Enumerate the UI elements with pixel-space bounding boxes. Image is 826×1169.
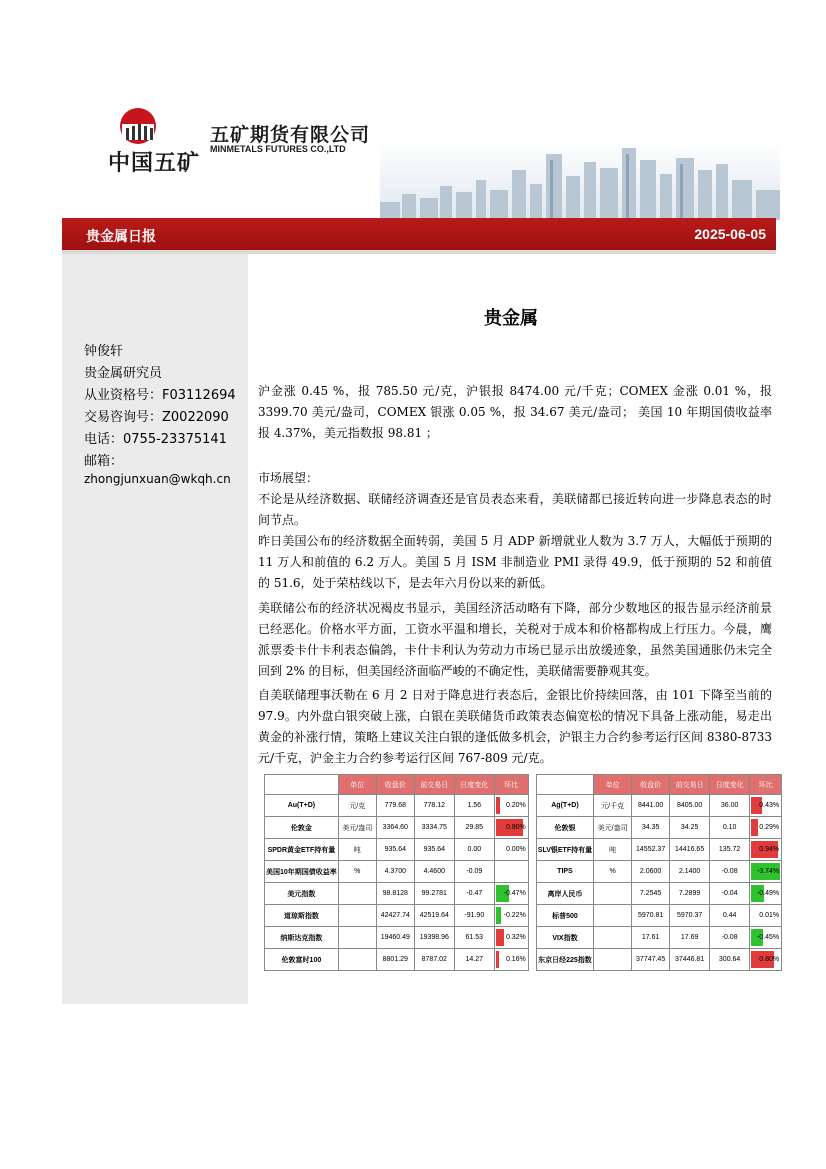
prev-close-cell: 8787.02	[414, 949, 454, 971]
header-cell: 单位	[594, 775, 632, 795]
daily-change-cell: -0.09	[454, 861, 494, 883]
outlook-paragraph-2: 昨日美国公布的经济数据全面转弱，美国 5 月 ADP 新增就业人数为 3.7 万人，大幅低于预期的 11 万人和前值的 6.2 万人。美国 5 月 ISM 非制造业 PMI 录得 49.9，低于预期的 52 和前值的 51.6，处于荣枯线以下，是去年六月份以来的新低。	[258, 534, 772, 590]
pct-change-value: 0.29%	[759, 824, 780, 831]
table-row	[265, 839, 782, 861]
daily-change-cell: 0.00	[454, 839, 494, 861]
outlook-paragraph-4: 自美联储理事沃勒在 6 月 2 日对于降息进行表态后，金银比价持续回落，由 101 下降至当前的 97.9。内外盘白银突破上涨，白银在美联储货币政策表态偏宽松的情况下具备上涨动能，易走出黄金的补涨行情，策略上建议关注白银的逢低做多机会，沪银主力合约参考运行区间 8380-8733 元/千克，沪金主力合约参考运行区间 767-809 元/克。	[258, 688, 772, 765]
pct-change-cell	[494, 883, 528, 905]
pct-change-value: 0.16%	[505, 956, 526, 963]
header-cell: 日度变化	[454, 775, 494, 795]
unit-cell: 美元/盎司	[594, 817, 632, 839]
pct-change-cell	[494, 927, 528, 949]
table-gap-cell	[528, 883, 536, 905]
instrument-name: Ag(T+D)	[536, 795, 593, 817]
table-row	[265, 817, 782, 839]
outlook-paragraph-1: 不论是从经济数据、联储经济调查还是官员表态来看，美联储都已接近转向进一步降息表态的时间节点。	[258, 492, 772, 527]
analyst-phone: 电话：0755-23375141	[84, 432, 227, 447]
report-date: 2025-06-05	[694, 226, 766, 242]
table-header-row	[265, 775, 782, 795]
logo-text: 中国五矿	[108, 151, 201, 176]
instrument-name: SPDR黄金ETF持有量	[265, 839, 339, 861]
unit-cell	[338, 905, 376, 927]
outlook-label: 市场展望：	[258, 471, 319, 485]
market-summary: 沪金涨 0.45 %，报 785.50 元/克，沪银报 8474.00 元/千克；COMEX 金涨 0.01 %，报 3399.70 美元/盎司，COMEX 银涨 0.05 %，报 34.67 美元/盎司； 美国 10 年期国债收益率报 4.37%，美元指数报 98.81 ；	[258, 384, 772, 440]
instrument-name: 伦敦富时100	[265, 949, 339, 971]
header-cell: 收盘价	[632, 775, 670, 795]
section-title: 贵金属	[484, 308, 538, 329]
title-banner	[62, 218, 776, 250]
daily-change-cell: 14.27	[454, 949, 494, 971]
report-title: 贵金属日报	[86, 229, 156, 245]
analyst-consult-id: 交易咨询号：Z0022090	[84, 410, 229, 425]
close-cell: 19460.49	[376, 927, 414, 949]
header-blank-cell	[265, 775, 339, 795]
pct-change-cell	[494, 905, 528, 927]
pct-change-value: 0.43%	[759, 802, 780, 809]
close-cell: 14552.37	[632, 839, 670, 861]
prev-close-cell: 3334.75	[414, 817, 454, 839]
table-row	[265, 949, 782, 971]
instrument-name: 美国10年期国债收益率	[265, 861, 339, 883]
pct-change-bar	[496, 907, 501, 924]
pct-change-cell	[750, 883, 782, 905]
close-cell: 935.64	[376, 839, 414, 861]
prev-close-cell: 34.25	[670, 817, 710, 839]
close-cell: 7.2545	[632, 883, 670, 905]
prev-close-cell: 17.69	[670, 927, 710, 949]
header-cell: 前交易日	[670, 775, 710, 795]
header-cell: 前交易日	[414, 775, 454, 795]
instrument-name: 离岸人民币	[536, 883, 593, 905]
analyst-sidebar	[62, 254, 248, 1004]
header-cell: 收盘价	[376, 775, 414, 795]
header-cell: 环比	[750, 775, 782, 795]
pct-change-cell	[750, 861, 782, 883]
close-cell: 17.61	[632, 927, 670, 949]
pct-change-bar	[496, 929, 505, 946]
pct-change-cell	[750, 905, 782, 927]
daily-change-cell: 29.85	[454, 817, 494, 839]
close-cell: 779.68	[376, 795, 414, 817]
unit-cell	[338, 949, 376, 971]
header-cell: 日度变化	[710, 775, 750, 795]
unit-cell	[338, 883, 376, 905]
header-gap-cell	[528, 775, 536, 795]
close-cell: 2.0600	[632, 861, 670, 883]
pct-change-value: -3.74%	[756, 868, 780, 875]
close-cell: 3364.60	[376, 817, 414, 839]
close-cell: 5970.81	[632, 905, 670, 927]
pct-change-value: -0.49%	[756, 890, 780, 897]
pct-change-bar	[496, 797, 501, 814]
pct-change-value: -0.45%	[756, 934, 780, 941]
daily-change-cell: 36.00	[710, 795, 750, 817]
unit-cell: 吨	[338, 839, 376, 861]
instrument-name: Au(T+D)	[265, 795, 339, 817]
pct-change-value: 0.00%	[505, 846, 526, 853]
pct-change-cell	[750, 839, 782, 861]
pct-change-value: 0.20%	[505, 802, 526, 809]
daily-change-cell: -0.47	[454, 883, 494, 905]
report-header	[0, 0, 826, 220]
instrument-name: SLV银ETF持有量	[536, 839, 593, 861]
outlook-paragraph-3: 美联储公布的经济状况褐皮书显示，美国经济活动略有下降，部分少数地区的报告显示经济前景已经恶化。价格水平方面，工资水平温和增长，关税对于成本和价格都构成上行压力。今晨，鹰派票委卡什卡利表态偏鸽，卡什卡利认为劳动力市场已显示出放缓迹象，虽然美国通胀仍未完全回到 2% 的目标，但美国经济面临严峻的不确定性，美联储需要静观其变。	[258, 601, 772, 678]
pct-change-bar	[496, 951, 499, 968]
close-cell: 42427.74	[376, 905, 414, 927]
analyst-role: 贵金属研究员	[84, 366, 163, 381]
analyst-name: 钟俊轩	[84, 344, 124, 359]
table-row	[265, 795, 782, 817]
minmetals-logo-icon	[104, 104, 172, 148]
pct-change-cell	[494, 817, 528, 839]
unit-cell: 吨	[594, 839, 632, 861]
daily-change-cell: 300.64	[710, 949, 750, 971]
unit-cell: %	[338, 861, 376, 883]
daily-change-cell: -0.04	[710, 883, 750, 905]
daily-change-cell: 0.44	[710, 905, 750, 927]
table-row	[265, 883, 782, 905]
pct-change-cell	[494, 861, 528, 883]
table-row	[265, 861, 782, 883]
table-gap-cell	[528, 905, 536, 927]
table-gap-cell	[528, 839, 536, 861]
pct-change-value: -0.47%	[503, 890, 526, 897]
unit-cell	[594, 905, 632, 927]
prev-close-cell: 935.64	[414, 839, 454, 861]
prev-close-cell: 14416.65	[670, 839, 710, 861]
instrument-name: 伦敦银	[536, 817, 593, 839]
pct-change-cell	[494, 949, 528, 971]
table-gap-cell	[528, 795, 536, 817]
unit-cell: 美元/盎司	[338, 817, 376, 839]
close-cell: 98.8128	[376, 883, 414, 905]
close-cell: 8801.29	[376, 949, 414, 971]
unit-cell	[594, 949, 632, 971]
pct-change-value: 0.32%	[505, 934, 526, 941]
daily-change-cell: -91.90	[454, 905, 494, 927]
pct-change-bar	[751, 819, 758, 836]
company-name-cn: 五矿期货有限公司	[210, 124, 371, 146]
prev-close-cell: 42519.64	[414, 905, 454, 927]
prev-close-cell: 8405.00	[670, 795, 710, 817]
table-gap-cell	[528, 927, 536, 949]
table-gap-cell	[528, 949, 536, 971]
pct-change-cell	[494, 839, 528, 861]
instrument-name: TIPS	[536, 861, 593, 883]
header-cell: 环比	[494, 775, 528, 795]
close-cell: 8441.00	[632, 795, 670, 817]
prev-close-cell: 99.2781	[414, 883, 454, 905]
unit-cell: 元/千克	[594, 795, 632, 817]
close-cell: 4.3700	[376, 861, 414, 883]
pct-change-cell	[750, 927, 782, 949]
daily-change-cell: 1.56	[454, 795, 494, 817]
market-data-table	[264, 774, 782, 971]
prev-close-cell: 19398.96	[414, 927, 454, 949]
instrument-name: 标普500	[536, 905, 593, 927]
prev-close-cell: 2.1400	[670, 861, 710, 883]
instrument-name: 伦敦金	[265, 817, 339, 839]
table-gap-cell	[528, 861, 536, 883]
city-skyline-image	[380, 140, 780, 220]
table-gap-cell	[528, 817, 536, 839]
header-blank-cell	[536, 775, 593, 795]
instrument-name: 美元指数	[265, 883, 339, 905]
pct-change-cell	[494, 795, 528, 817]
analyst-email: zhongjunxuan@wkqh.cn	[84, 472, 231, 486]
instrument-name: VIX指数	[536, 927, 593, 949]
prev-close-cell: 4.4600	[414, 861, 454, 883]
pct-change-value: 0.94%	[759, 846, 780, 853]
pct-change-value: 0.90%	[505, 824, 526, 831]
analyst-email-label: 邮箱：	[84, 454, 124, 469]
pct-change-value: 0.01%	[759, 912, 780, 919]
unit-cell: %	[594, 861, 632, 883]
close-cell: 37747.45	[632, 949, 670, 971]
unit-cell	[594, 883, 632, 905]
daily-change-cell: 61.53	[454, 927, 494, 949]
pct-change-cell	[750, 949, 782, 971]
table-row	[265, 927, 782, 949]
company-name-en: MINMETALS FUTURES CO.,LTD	[210, 144, 346, 154]
unit-cell	[338, 927, 376, 949]
analyst-qualification: 从业资格号：F03112694	[84, 388, 236, 403]
prev-close-cell: 5970.37	[670, 905, 710, 927]
pct-change-cell	[750, 817, 782, 839]
pct-change-cell	[750, 795, 782, 817]
unit-cell	[594, 927, 632, 949]
prev-close-cell: 7.2899	[670, 883, 710, 905]
instrument-name: 道琼斯指数	[265, 905, 339, 927]
daily-change-cell: 135.72	[710, 839, 750, 861]
close-cell: 34.35	[632, 817, 670, 839]
prev-close-cell: 778.12	[414, 795, 454, 817]
prev-close-cell: 37446.81	[670, 949, 710, 971]
pct-change-value: 0.80%	[759, 956, 780, 963]
instrument-name: 东京日经225指数	[536, 949, 593, 971]
daily-change-cell: 0.10	[710, 817, 750, 839]
instrument-name: 纳斯达克指数	[265, 927, 339, 949]
daily-change-cell: -0.08	[710, 927, 750, 949]
daily-change-cell: -0.08	[710, 861, 750, 883]
pct-change-value: -0.22%	[503, 912, 526, 919]
table-row	[265, 905, 782, 927]
header-cell: 单位	[338, 775, 376, 795]
unit-cell: 元/克	[338, 795, 376, 817]
